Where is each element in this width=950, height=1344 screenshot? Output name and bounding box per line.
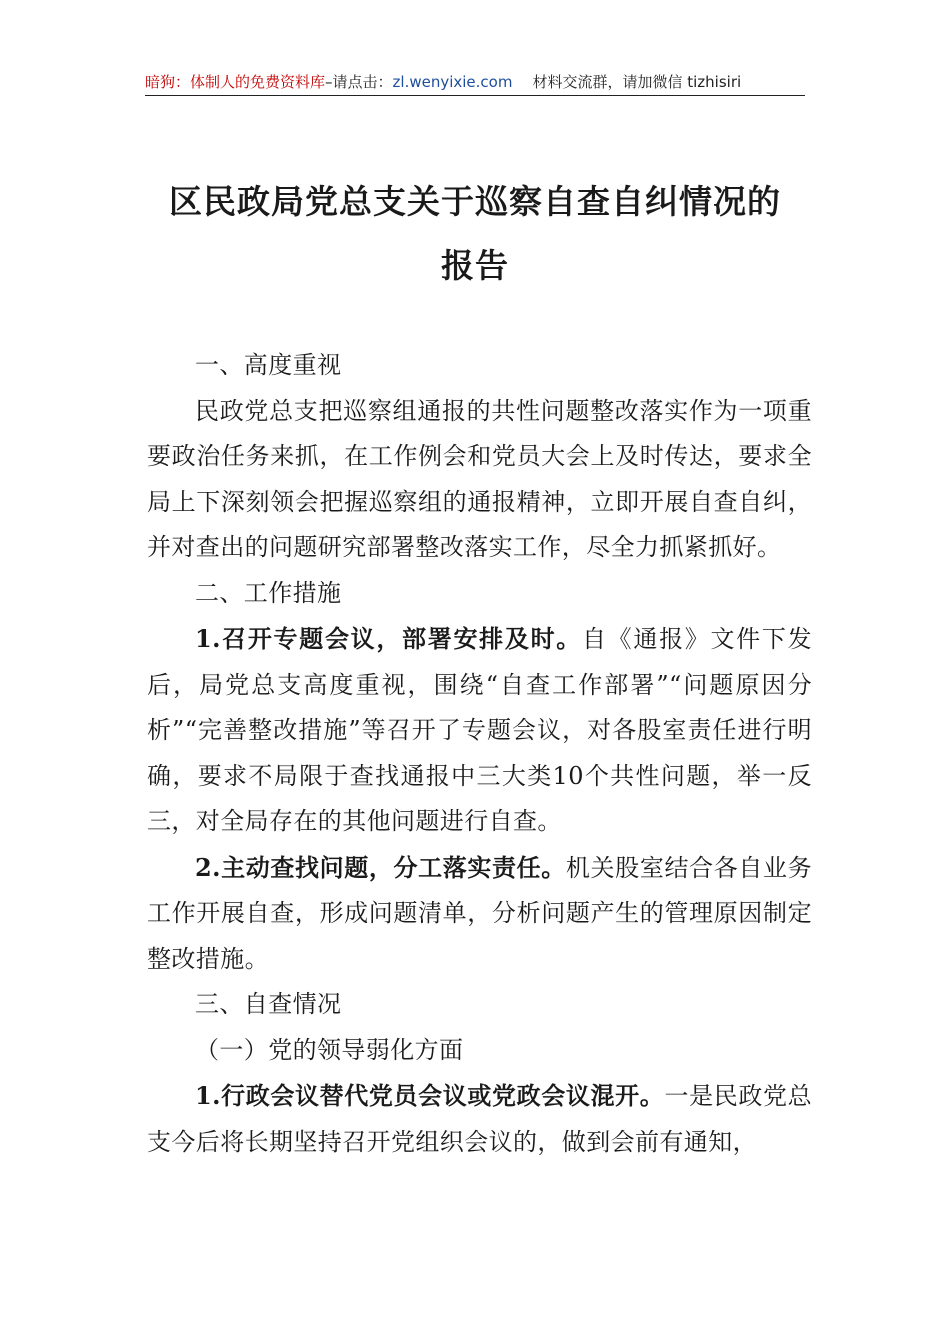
section-3-heading: 三、自查情况	[195, 990, 342, 1018]
title-line-1: 区民政局党总支关于巡察自查自纠情况的	[169, 182, 781, 221]
document-title	[120, 170, 830, 298]
section-2-item-1	[147, 616, 812, 845]
section-2-item-2	[147, 845, 812, 983]
section-1-heading: 一、高度重视	[195, 351, 342, 379]
section-2-item-1-text: 自《通报》文件下发后，局党总支高度重视，围绕“自查工作部署”“问题原因分析”“完善整改措施”等召开了专题会议，对各股室责任进行明确，要求不局限于查找通报中三大类10个共性问题，举一反三，对全局存在的其他问题进行自查。	[147, 625, 812, 835]
site-label: 暗狗：体制人的免费资料库	[145, 73, 326, 91]
section-3-subheading: （一）党的领导弱化方面	[195, 1035, 464, 1064]
section-1-paragraph: 民政党总支把巡察组通报的共性问题整改落实作为一项重要政治任务来抓，在工作例会和党员大会上及时传达，要求全局上下深刻领会把握巡察组的通报精神，立即开展自查自纠，并对查出的问题研究部署整改落实工作，尽全力抓紧抓好。	[147, 396, 812, 561]
header-divider	[145, 95, 805, 96]
section-3-item-1-lead: 1.行政会议替代党员会议或党政会议混开。	[195, 1081, 665, 1110]
section-2-item-1-lead: 1.召开专题会议，部署安排及时。	[195, 624, 582, 653]
section-2-item-2-lead: 2.主动查找问题，分工落实责任。	[195, 852, 566, 882]
section-2-heading: 二、工作措施	[195, 578, 342, 607]
click-prompt: –请点击：	[325, 73, 393, 91]
section-2-item-2-text: 机关股室结合各自业务工作开展自查，形成问题清单，分析问题产生的管理原因制定整改措施。	[147, 853, 812, 973]
section-3-item-1-text: 一是民政党总支今后将长期坚持召开党组织会议的，做到会前有通知，	[147, 1082, 812, 1156]
site-url-link[interactable]: zl.wenyixie.com	[392, 73, 513, 91]
contact-info: 材料交流群，请加微信 tizhisiri	[532, 73, 742, 91]
page-header	[145, 70, 805, 94]
title-line-2: 报告	[441, 246, 509, 285]
document-body	[147, 343, 812, 1165]
section-3-item-1	[147, 1073, 812, 1165]
